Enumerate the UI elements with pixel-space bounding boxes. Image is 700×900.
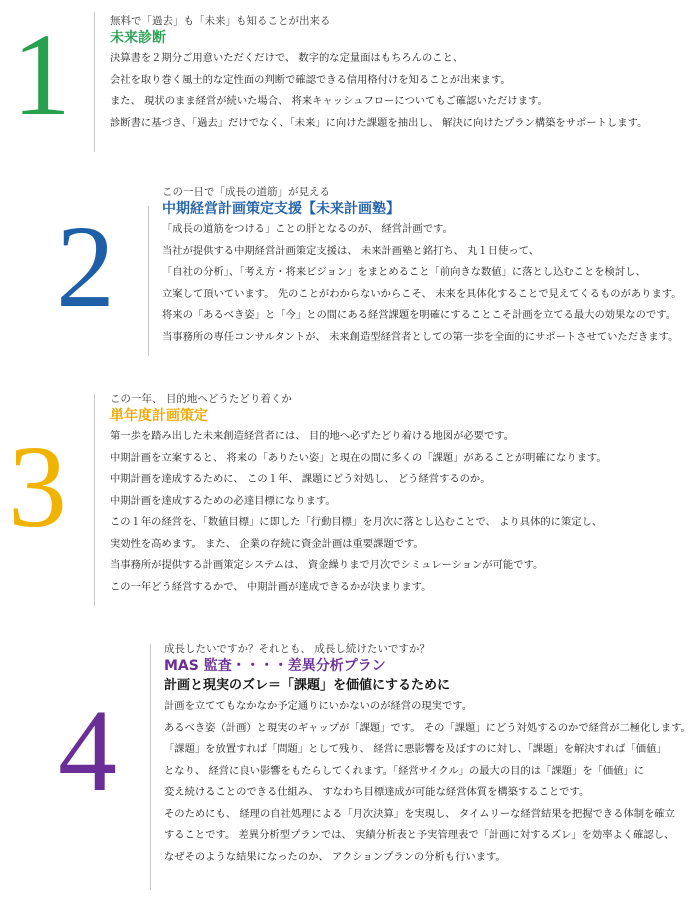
section-title-3: 単年度計画策定: [110, 408, 208, 424]
section-number-1: 1: [12, 9, 71, 140]
section-3: [0, 390, 700, 610]
section-body-4: [164, 696, 691, 868]
body-line: 決算書を２期分ご用意いただくだけで、 数字的な定量面はもちろんのこと、: [110, 52, 464, 64]
body-line: となり、 経営に良い影響をもたらしてくれます。「経営サイクル」の最大の目的は「課題」を「価値」に: [164, 764, 645, 777]
body-line: することです。 差異分析型プランでは、 実績分析表と予実管理表で「計画に対するズレ」を効率よく確認し、: [164, 829, 675, 841]
section-divider-4: [150, 644, 151, 890]
body-line: あるべき姿（計画）と現実のギャップが「課題」です。 その「課題」にどう対処するのかで経営が二極化します。: [164, 721, 691, 734]
body-line: 中期計画を達成するために、 この１年、 課題にどう対処し、 どう経営するのか。: [110, 473, 491, 485]
section-title-4: MAS 監査・・・・差異分析プラン: [164, 658, 386, 674]
section-1: [0, 0, 700, 165]
section-title-2: 中期経営計画策定支援【未来計画塾】: [162, 201, 400, 217]
body-line: 当社が提供する中期経営計画策定支援は、 未来計画塾と銘打ち、 丸１日使って、: [162, 244, 540, 257]
body-line: 会社を取り巻く風土的な定性面の判断で確認できる信用格付けを知ることが出来ます。: [110, 73, 511, 86]
body-line: 第一歩を踏み出した未来創造経営者には、 目的地へ必ずたどり着ける地図が必要です。: [110, 430, 515, 442]
body-line: 実効性を高めます。 また、 企業の存続に資金計画は重要課題です。: [110, 537, 424, 550]
body-line: 変え続けることのできる仕組み、 すなわち目標達成が可能な経営体質を構築することです。: [164, 786, 590, 798]
body-line: 当事務所が提供する計画策定システムは、 資金繰りまで月次でシミュレーションが可能です。: [110, 559, 544, 571]
body-line: この一年どう経営するかで、 中期計画が達成できるかが決まります。: [110, 580, 432, 593]
section-subtitle-4: 計画と現実のズレ＝「課題」を価値にするために: [164, 678, 451, 693]
body-line: 当事務所の専任コンサルタントが、 未来創造型経営者としての第一歩を全面的にサポートさせていただきます。: [162, 330, 679, 343]
body-line: 将来の「あるべき姿」と「今」との間にある経営課題を明確にすることこそ計画を立てる最大の効果なのです。: [162, 309, 677, 321]
section-intro-3: この一年、 目的地へどうたどり着くか: [110, 393, 292, 405]
section-body-2: [162, 219, 682, 348]
body-line: 診断書に基づき、「過去」だけでなく、「未来」に向けた課題を抽出し、 解決に向けたプラン構築をサポートします。: [110, 116, 648, 129]
body-line: この１年の経営を、「数値目標」に即した「行動目標」を月次に落とし込むことで、 より具体的に策定し、: [110, 516, 603, 528]
section-number-4: 4: [58, 685, 117, 816]
section-2: [0, 180, 700, 360]
section-divider-1: [94, 12, 95, 152]
section-intro-2: この一日で「成長の道筋」が見える: [162, 186, 330, 198]
section-number-3: 3: [8, 421, 67, 552]
section-body-3: [110, 426, 607, 598]
body-line: 中期計画を立案すると、 将来の「ありたい姿」と現在の間に多くの「課題」があることが明確になります。: [110, 451, 607, 464]
section-number-2: 2: [56, 201, 115, 332]
section-intro-4: 成長したいですか？それとも、 成長し続けたいですか？: [164, 643, 430, 655]
body-line: なぜそのような結果になったのか、 アクションプランの分析も行います。: [164, 850, 506, 863]
body-line: 「自社の分析」、「考え方・将来ビジョン」をまとめること「前向きな数値」に落とし込むことを検討し、: [162, 266, 646, 278]
section-divider-3: [94, 394, 95, 606]
body-line: 立案して頂いています。 先のことがわからないからこそ、 未来を具体化することで見えてくるものがあります。: [162, 287, 682, 300]
body-line: 「課題」を放置すれば「問題」として残り、 経営に悪影響を及ぼすのに対し、「課題」を解決すれば「価値」: [164, 743, 667, 755]
section-body-1: [110, 48, 647, 134]
body-line: そのためにも、 経理の自社処理による「月次決算」を実現し、 タイムリーな経営結果を把握できる体制を確立: [164, 807, 675, 820]
body-line: 計画を立ててもなかなか予定通りにいかないのが経営の現実です。: [164, 700, 473, 712]
body-line: 中期計画を達成するための必達目標になります。: [110, 494, 336, 507]
section-divider-2: [148, 206, 149, 356]
section-4: [0, 640, 700, 895]
section-title-1: 未来診断: [110, 30, 166, 46]
body-line: また、 現状のまま経営が続いた場合、 将来キャッシュフローについてもご確認いただけます。: [110, 95, 548, 107]
section-intro-1: 無料で「過去」も「未来」も知ることが出来る: [110, 15, 331, 27]
body-line: 「成長の道筋をつける」ことの肝となるのが、 経営計画です。: [162, 223, 453, 235]
